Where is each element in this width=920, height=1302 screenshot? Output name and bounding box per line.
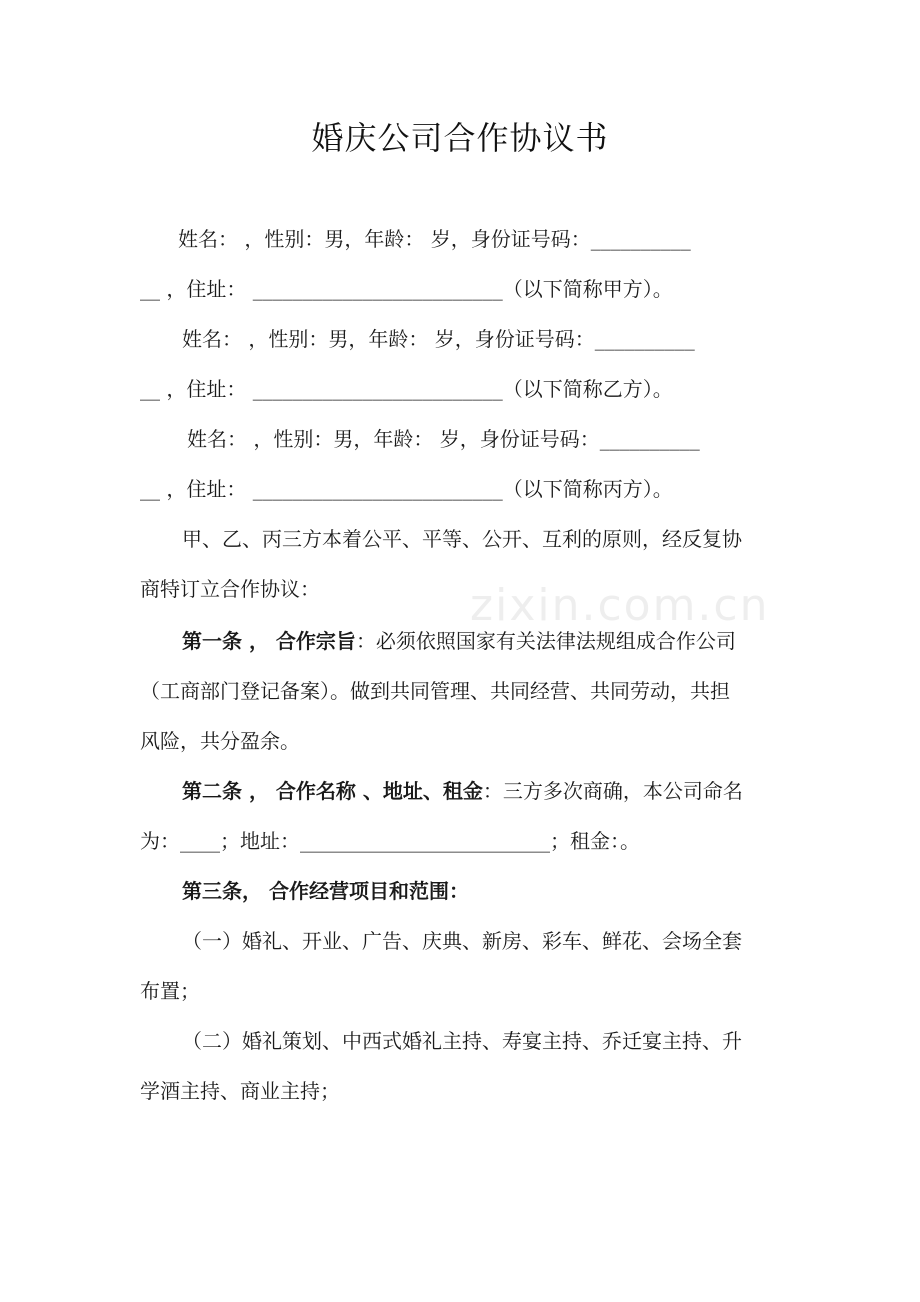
item-1-line-1: （一）婚礼、开业、广告、庆典、新房、彩车、鲜花、会场全套: [182, 929, 742, 953]
intro-line-1: 甲、乙、丙三方本着公平、平等、公开、互利的原则，经反复协: [182, 527, 742, 551]
party-b-line-1: 姓名： ，性别：男，年龄： 岁，身份证号码：__________: [182, 327, 695, 351]
article-2-text: ：三方多次商确，本公司命名: [482, 779, 743, 803]
item-2-line-2: 学酒主持、商业主持；: [140, 1079, 340, 1103]
watermark: zixin.com.cn: [470, 580, 770, 631]
article-1-heading: 第一条 ， 合作宗旨: [182, 629, 356, 653]
item-1-line-2: 布置；: [140, 979, 200, 1003]
item-2-line-1: （二）婚礼策划、中西式婚礼主持、寿宴主持、乔迁宴主持、升: [182, 1029, 742, 1053]
party-c-line-2: __ ，住址： _________________________（以下简称丙方）。: [140, 477, 673, 501]
article-2-line-1: [182, 777, 743, 805]
party-a-line-1: 姓名： ，性别：男，年龄： 岁，身份证号码：__________: [178, 227, 691, 251]
party-a-line-2: __ ，住址： _________________________（以下简称甲方）。: [140, 277, 673, 301]
article-1-line-3: 风险，共分盈余。: [140, 729, 300, 753]
intro-line-2: 商特订立合作协议：: [140, 577, 320, 601]
article-1-line-2: （工商部门登记备案）。做到共同管理、共同经营、共同劳动，共担: [140, 679, 730, 703]
article-1-line-1: [182, 627, 736, 655]
article-1-text: ：必须依照国家有关法律法规组成合作公司: [355, 629, 736, 653]
document-title: 婚庆公司合作协议书: [311, 119, 609, 157]
party-c-line-1: 姓名： ，性别：男，年龄： 岁，身份证号码：__________: [187, 427, 700, 451]
article-2-line-2: 为：____；地址：_________________________；租金：。: [140, 829, 640, 853]
party-b-line-2: __ ，住址： _________________________（以下简称乙方）。: [140, 377, 673, 401]
article-3-heading: 第三条， 合作经营项目和范围：: [182, 879, 469, 903]
article-2-heading: 第二条 ， 合作名称 、地址、租金: [182, 779, 483, 803]
